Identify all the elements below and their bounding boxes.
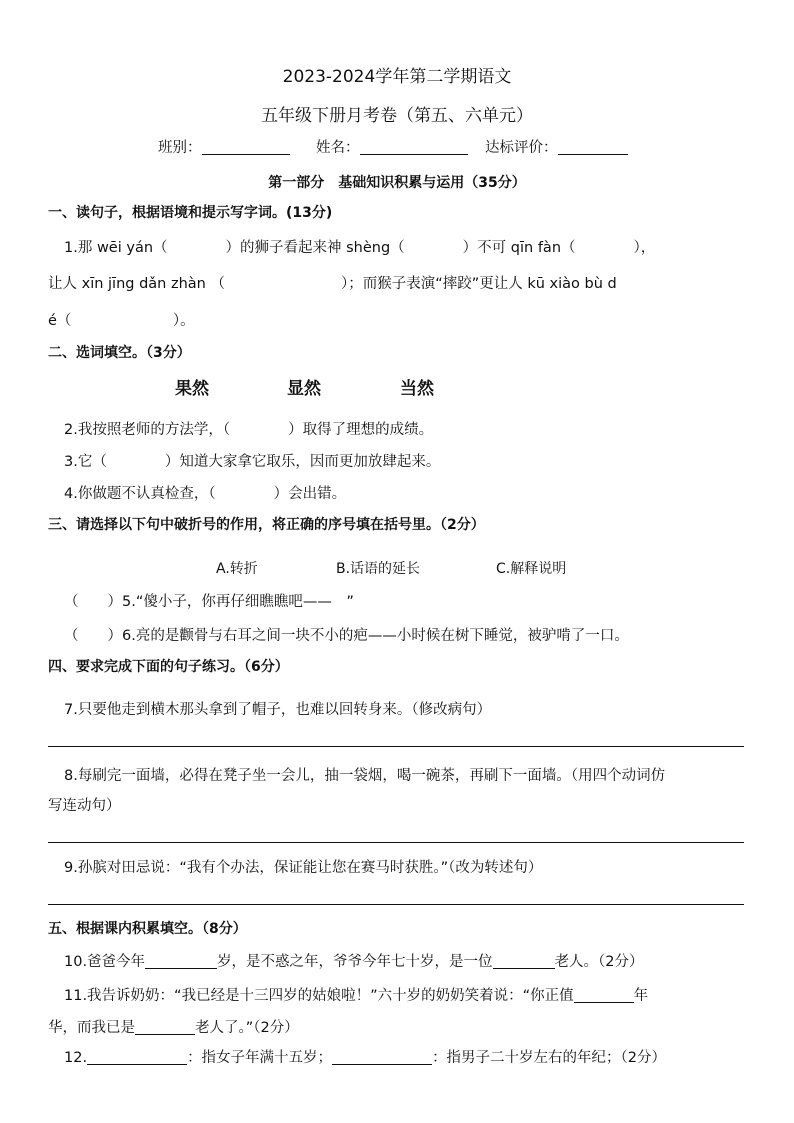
answer-line-8[interactable] xyxy=(48,842,744,843)
question-12 xyxy=(64,1046,666,1067)
question-11-part-b: 年 xyxy=(633,988,649,1004)
question-12-part-b: ：指女子年满十五岁； xyxy=(187,1050,333,1066)
name-blank[interactable] xyxy=(360,138,468,155)
question-9: 9.孙膑对田忌说：“我有个办法，保证能让您在赛马时获胜。”（改为转述句） xyxy=(64,860,543,876)
question-1-line-1: 1.那 wēi yán（ ）的狮子看起来神 shèng（ ）不可 qīn fàn（ ）， xyxy=(64,240,656,256)
question-4: 4.你做题不认真检查，（ ）会出错。 xyxy=(64,486,347,502)
name-field xyxy=(316,136,468,157)
class-blank[interactable] xyxy=(202,138,290,155)
section-2-heading: 二、选词填空。（3分） xyxy=(48,345,191,361)
question-6: （ ）6.亮的是颧骨与右耳之间一块不小的疤——小时候在树下睡觉，被驴啃了一口。 xyxy=(64,628,629,644)
section-3-heading: 三、请选择以下句中破折号的作用，将正确的序号填在括号里。（2分） xyxy=(48,517,485,533)
word-option-1: 果然 xyxy=(175,379,209,399)
exam-subtitle: 五年级下册月考卷（第五、六单元） xyxy=(261,106,533,126)
part-one-heading: 第一部分 基础知识积累与运用（35分） xyxy=(268,175,526,191)
question-1-line-2: 让人 xīn jīng dǎn zhàn （ ）；而猴子表演“摔跤”更让人 kū xiào bù d xyxy=(48,276,617,292)
question-10-part-c: 老人。（2分） xyxy=(554,954,644,970)
blank-11-2[interactable] xyxy=(135,1018,195,1035)
blank-11-1[interactable] xyxy=(574,986,634,1003)
class-field xyxy=(158,136,290,157)
blank-10-1[interactable] xyxy=(145,952,217,969)
dash-option-c: C.解释说明 xyxy=(496,561,567,577)
question-8-line-2: 写连动句） xyxy=(48,798,121,814)
question-11-part-d: 老人了。”（2分） xyxy=(195,1020,299,1036)
question-1-line-3: é（ ）。 xyxy=(48,313,195,329)
section-5-heading: 五、根据课内积累填空。（8分） xyxy=(48,921,247,937)
grade-label: 达标评价： xyxy=(485,140,558,156)
word-option-2: 显然 xyxy=(287,379,321,399)
blank-12-1[interactable] xyxy=(87,1048,187,1065)
question-11-part-c: 华，而我已是 xyxy=(48,1020,135,1036)
class-label: 班别： xyxy=(158,140,202,156)
question-10-part-b: 岁，是不惑之年，爷爷今年七十岁，是一位 xyxy=(217,954,493,970)
grade-blank[interactable] xyxy=(558,138,628,155)
blank-12-2[interactable] xyxy=(332,1048,432,1065)
word-option-3: 当然 xyxy=(400,379,434,399)
exam-title: 2023-2024学年第二学期语文 xyxy=(282,67,512,87)
question-2: 2.我按照老师的方法学，（ ）取得了理想的成绩。 xyxy=(64,422,434,438)
question-5: （ ）5.“傻小子，你再仔细瞧瞧吧—— ” xyxy=(64,594,354,610)
answer-line-7[interactable] xyxy=(48,746,744,747)
name-label: 姓名： xyxy=(316,140,360,156)
section-1-heading: 一、读句子，根据语境和提示写字词。(13分) xyxy=(48,205,333,221)
question-11-line-2 xyxy=(48,1016,299,1037)
question-8-line-1: 8.每刷完一面墙，必得在凳子坐一会儿，抽一袋烟，喝一碗茶，再刷下一面墙。（用四个动词仿 xyxy=(64,768,666,784)
grade-field xyxy=(485,136,628,157)
question-11-line-1 xyxy=(64,984,648,1005)
question-12-part-a: 12. xyxy=(64,1050,88,1066)
question-11-part-a: 11.我告诉奶奶：“我已经是十三四岁的姑娘啦！”六十岁的奶奶笑着说：“你正值 xyxy=(64,988,574,1004)
section-4-heading: 四、要求完成下面的句子练习。（6分） xyxy=(48,659,289,675)
answer-line-9[interactable] xyxy=(48,904,744,905)
dash-option-a: A.转折 xyxy=(216,561,258,577)
question-10 xyxy=(64,950,644,971)
dash-option-b: B.话语的延长 xyxy=(336,561,421,577)
question-10-part-a: 10.爸爸今年 xyxy=(64,954,146,970)
blank-10-2[interactable] xyxy=(493,952,555,969)
question-12-part-c: ：指男子二十岁左右的年纪；（2分） xyxy=(432,1050,667,1066)
question-7: 7.只要他走到横木那头拿到了帽子，也难以回转身来。（修改病句） xyxy=(64,702,492,718)
question-3: 3.它（ ）知道大家拿它取乐，因而更加放肆起来。 xyxy=(64,454,441,470)
